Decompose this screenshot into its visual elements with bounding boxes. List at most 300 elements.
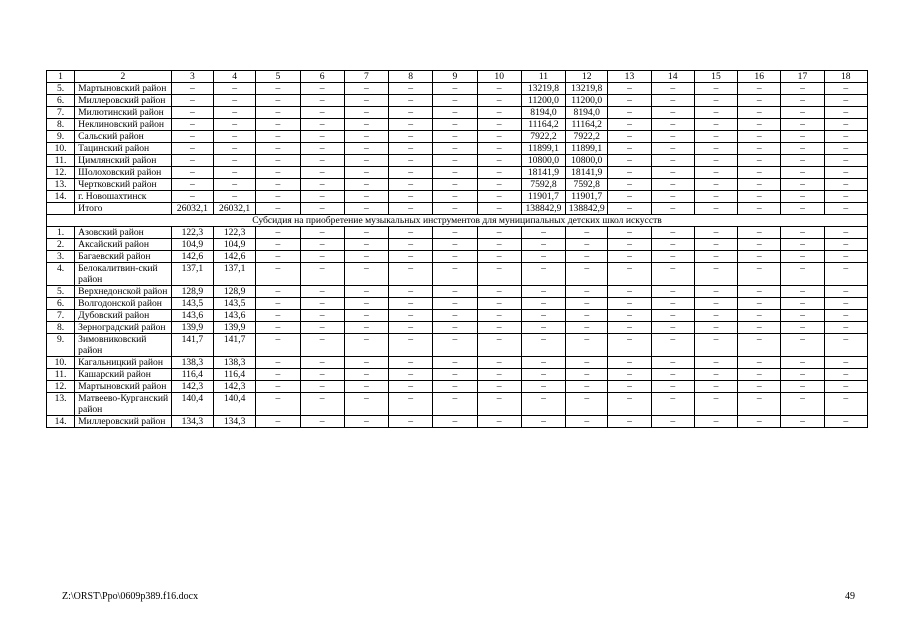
value-cell: – [738, 416, 781, 428]
value-cell: – [781, 191, 824, 203]
value-cell: 141,7 [171, 334, 213, 357]
value-cell: – [738, 393, 781, 416]
value-cell: 11200,0 [566, 95, 608, 107]
value-cell: – [389, 369, 433, 381]
value-cell: – [521, 381, 565, 393]
value-cell: – [738, 155, 781, 167]
value-cell: – [256, 381, 300, 393]
value-cell: – [781, 83, 824, 95]
value-cell: – [608, 357, 651, 369]
value-cell: – [694, 416, 737, 428]
row-number-cell: 9. [47, 131, 75, 143]
value-cell: – [433, 167, 477, 179]
value-cell: 138,3 [213, 357, 255, 369]
value-cell: – [824, 416, 867, 428]
value-cell: – [477, 393, 521, 416]
row-number-cell: 7. [47, 310, 75, 322]
value-cell: – [781, 369, 824, 381]
value-cell: – [608, 251, 651, 263]
value-cell: – [300, 239, 344, 251]
value-cell: – [213, 143, 255, 155]
value-cell: – [651, 227, 694, 239]
row-number-cell: 8. [47, 322, 75, 334]
column-number-header: 12 [566, 71, 608, 83]
row-number-cell [47, 203, 75, 215]
value-cell: – [389, 167, 433, 179]
value-cell: – [300, 381, 344, 393]
value-cell: – [824, 369, 867, 381]
value-cell: 142,3 [171, 381, 213, 393]
value-cell: – [608, 131, 651, 143]
value-cell: – [477, 334, 521, 357]
value-cell: – [256, 227, 300, 239]
column-number-header: 10 [477, 71, 521, 83]
value-cell: – [608, 179, 651, 191]
value-cell: – [433, 203, 477, 215]
table-row [47, 298, 868, 310]
value-cell: – [824, 167, 867, 179]
value-cell: – [694, 310, 737, 322]
value-cell: – [824, 107, 867, 119]
value-cell: – [256, 167, 300, 179]
value-cell: – [566, 263, 608, 286]
value-cell: – [171, 167, 213, 179]
value-cell: – [694, 155, 737, 167]
value-cell: – [521, 227, 565, 239]
value-cell: – [608, 203, 651, 215]
value-cell: – [344, 251, 388, 263]
value-cell: – [738, 334, 781, 357]
value-cell: – [300, 131, 344, 143]
value-cell: – [433, 83, 477, 95]
value-cell: – [781, 227, 824, 239]
page-number: 49 [845, 591, 855, 602]
section-title: Субсидия на приобретение музыкальных инструментов для муниципальных детских школ искусств [47, 215, 868, 227]
value-cell: – [300, 203, 344, 215]
value-cell: – [344, 131, 388, 143]
value-cell: – [344, 83, 388, 95]
value-cell: – [477, 83, 521, 95]
value-cell: – [433, 95, 477, 107]
value-cell: 8194,0 [566, 107, 608, 119]
value-cell: – [433, 369, 477, 381]
value-cell: – [213, 83, 255, 95]
value-cell: 139,9 [213, 322, 255, 334]
value-cell: – [521, 286, 565, 298]
value-cell: – [651, 119, 694, 131]
value-cell: – [566, 239, 608, 251]
value-cell: – [389, 334, 433, 357]
value-cell: – [344, 310, 388, 322]
value-cell: – [824, 322, 867, 334]
value-cell: – [608, 143, 651, 155]
value-cell: – [171, 143, 213, 155]
value-cell: – [344, 179, 388, 191]
value-cell: – [651, 83, 694, 95]
district-name-cell: Миллеровский район [75, 416, 172, 428]
value-cell: – [608, 83, 651, 95]
value-cell: – [738, 83, 781, 95]
value-cell: – [256, 95, 300, 107]
row-number-cell: 9. [47, 334, 75, 357]
value-cell: – [608, 310, 651, 322]
district-name-cell: Верхнедонской район [75, 286, 172, 298]
district-name-cell: Кагальницкий район [75, 357, 172, 369]
value-cell: – [171, 131, 213, 143]
value-cell: – [433, 131, 477, 143]
row-number-cell: 14. [47, 191, 75, 203]
table-row [47, 95, 868, 107]
value-cell: – [213, 191, 255, 203]
value-cell: – [738, 167, 781, 179]
value-cell: 140,4 [171, 393, 213, 416]
value-cell: – [389, 286, 433, 298]
table-row [47, 107, 868, 119]
row-number-cell: 10. [47, 143, 75, 155]
value-cell: – [608, 167, 651, 179]
value-cell: – [566, 381, 608, 393]
value-cell: – [738, 357, 781, 369]
section-title-row [47, 215, 868, 227]
value-cell: 18141,9 [521, 167, 565, 179]
value-cell: – [738, 322, 781, 334]
district-name-cell: Мартыновский район [75, 381, 172, 393]
row-number-cell: 12. [47, 167, 75, 179]
value-cell: – [608, 322, 651, 334]
table-row [47, 191, 868, 203]
value-cell: – [344, 155, 388, 167]
value-cell: – [477, 263, 521, 286]
value-cell: 18141,9 [566, 167, 608, 179]
value-cell: – [694, 298, 737, 310]
value-cell: – [300, 369, 344, 381]
district-name-cell: Чертковский район [75, 179, 172, 191]
value-cell: – [256, 334, 300, 357]
value-cell: – [824, 381, 867, 393]
table-row [47, 334, 868, 357]
value-cell: – [566, 286, 608, 298]
value-cell: – [171, 83, 213, 95]
value-cell: – [608, 393, 651, 416]
value-cell: – [477, 107, 521, 119]
data-table [46, 70, 868, 428]
value-cell: – [824, 155, 867, 167]
value-cell: – [300, 191, 344, 203]
value-cell: – [694, 167, 737, 179]
value-cell: – [171, 95, 213, 107]
value-cell: 7922,2 [521, 131, 565, 143]
district-name-cell: Кашарский район [75, 369, 172, 381]
value-cell: – [171, 119, 213, 131]
value-cell: – [171, 155, 213, 167]
value-cell: – [389, 227, 433, 239]
value-cell: – [300, 143, 344, 155]
value-cell: – [477, 155, 521, 167]
value-cell: 26032,1 [213, 203, 255, 215]
value-cell: – [213, 107, 255, 119]
value-cell: – [694, 227, 737, 239]
value-cell: – [694, 131, 737, 143]
value-cell: – [651, 393, 694, 416]
value-cell: – [824, 131, 867, 143]
value-cell: – [694, 119, 737, 131]
value-cell: – [566, 251, 608, 263]
value-cell: – [477, 131, 521, 143]
value-cell: – [651, 322, 694, 334]
value-cell: – [300, 95, 344, 107]
value-cell: – [389, 263, 433, 286]
value-cell: – [433, 155, 477, 167]
column-number-header: 18 [824, 71, 867, 83]
table-row [47, 203, 868, 215]
value-cell: – [300, 334, 344, 357]
column-number-header: 14 [651, 71, 694, 83]
value-cell: – [781, 251, 824, 263]
table-row [47, 310, 868, 322]
value-cell: – [256, 298, 300, 310]
value-cell: – [213, 155, 255, 167]
value-cell: – [694, 83, 737, 95]
district-name-cell: Цимлянский район [75, 155, 172, 167]
value-cell: – [256, 263, 300, 286]
district-name-cell: Шолоховский район [75, 167, 172, 179]
value-cell: – [433, 143, 477, 155]
value-cell: – [213, 95, 255, 107]
table-row [47, 369, 868, 381]
value-cell: – [521, 334, 565, 357]
value-cell: – [651, 95, 694, 107]
value-cell: – [651, 239, 694, 251]
value-cell: – [433, 263, 477, 286]
value-cell: – [171, 191, 213, 203]
value-cell: 116,4 [213, 369, 255, 381]
row-number-cell: 11. [47, 155, 75, 167]
value-cell: – [300, 251, 344, 263]
value-cell: – [213, 179, 255, 191]
value-cell: 142,6 [213, 251, 255, 263]
value-cell: 26032,1 [171, 203, 213, 215]
value-cell: – [256, 155, 300, 167]
district-name-cell: Багаевский район [75, 251, 172, 263]
value-cell: – [213, 119, 255, 131]
value-cell: – [824, 251, 867, 263]
value-cell: – [389, 298, 433, 310]
value-cell: 7922,2 [566, 131, 608, 143]
value-cell: – [256, 251, 300, 263]
row-number-cell: 2. [47, 239, 75, 251]
value-cell: – [344, 167, 388, 179]
value-cell: 11200,0 [521, 95, 565, 107]
value-cell: 11164,2 [521, 119, 565, 131]
value-cell: – [256, 191, 300, 203]
value-cell: – [344, 381, 388, 393]
value-cell: – [521, 322, 565, 334]
value-cell: – [433, 357, 477, 369]
value-cell: 10800,0 [566, 155, 608, 167]
value-cell: – [171, 107, 213, 119]
value-cell: – [781, 357, 824, 369]
value-cell: – [433, 227, 477, 239]
column-number-header: 8 [389, 71, 433, 83]
district-name-cell: Волгодонской район [75, 298, 172, 310]
value-cell: – [256, 107, 300, 119]
value-cell: – [213, 131, 255, 143]
district-name-cell: Белокалитвин-ский район [75, 263, 172, 286]
value-cell: – [256, 310, 300, 322]
value-cell: – [651, 131, 694, 143]
value-cell: – [781, 179, 824, 191]
value-cell: – [651, 310, 694, 322]
value-cell: – [738, 203, 781, 215]
footer-file-path: Z:\ORST\Ppo\0609p389.f16.docx [62, 591, 199, 602]
district-name-cell: Миллеровский район [75, 95, 172, 107]
district-name-cell: Неклиновский район [75, 119, 172, 131]
value-cell: – [824, 239, 867, 251]
value-cell: – [781, 143, 824, 155]
value-cell: 143,6 [213, 310, 255, 322]
value-cell: 13219,8 [566, 83, 608, 95]
value-cell: – [738, 143, 781, 155]
value-cell: – [694, 286, 737, 298]
table-row [47, 416, 868, 428]
value-cell: – [566, 298, 608, 310]
value-cell: – [433, 286, 477, 298]
value-cell: – [824, 298, 867, 310]
value-cell: – [477, 143, 521, 155]
value-cell: – [433, 119, 477, 131]
value-cell: – [344, 191, 388, 203]
row-number-cell: 7. [47, 107, 75, 119]
value-cell: – [300, 179, 344, 191]
value-cell: – [694, 322, 737, 334]
value-cell: – [651, 357, 694, 369]
value-cell: – [256, 416, 300, 428]
value-cell: 11164,2 [566, 119, 608, 131]
value-cell: – [300, 155, 344, 167]
value-cell: – [824, 334, 867, 357]
value-cell: 10800,0 [521, 155, 565, 167]
value-cell: – [389, 143, 433, 155]
value-cell: – [300, 263, 344, 286]
value-cell: – [824, 263, 867, 286]
value-cell: – [651, 381, 694, 393]
value-cell: – [300, 167, 344, 179]
value-cell: – [300, 322, 344, 334]
value-cell: – [521, 357, 565, 369]
value-cell: – [344, 393, 388, 416]
value-cell: – [824, 143, 867, 155]
value-cell: – [300, 119, 344, 131]
table-row [47, 381, 868, 393]
column-number-header: 1 [47, 71, 75, 83]
value-cell: – [824, 83, 867, 95]
value-cell: – [824, 95, 867, 107]
table-row [47, 167, 868, 179]
value-cell: – [651, 107, 694, 119]
value-cell: – [694, 143, 737, 155]
value-cell: 143,5 [171, 298, 213, 310]
value-cell: – [566, 393, 608, 416]
value-cell: 142,6 [171, 251, 213, 263]
value-cell: – [781, 131, 824, 143]
value-cell: 142,3 [213, 381, 255, 393]
value-cell: – [781, 95, 824, 107]
value-cell: – [521, 393, 565, 416]
value-cell: – [781, 381, 824, 393]
table-row [47, 239, 868, 251]
value-cell: – [256, 203, 300, 215]
value-cell: – [694, 203, 737, 215]
value-cell: – [651, 251, 694, 263]
value-cell: – [300, 227, 344, 239]
table-row [47, 393, 868, 416]
value-cell: – [344, 369, 388, 381]
district-name-cell: Итого [75, 203, 172, 215]
value-cell: – [608, 155, 651, 167]
value-cell: 104,9 [171, 239, 213, 251]
value-cell: – [477, 416, 521, 428]
value-cell: – [781, 203, 824, 215]
value-cell: 138842,9 [521, 203, 565, 215]
value-cell: – [608, 191, 651, 203]
value-cell: – [694, 263, 737, 286]
row-number-cell: 13. [47, 179, 75, 191]
value-cell: – [824, 191, 867, 203]
value-cell: – [477, 298, 521, 310]
district-name-cell: Мартыновский район [75, 83, 172, 95]
value-cell: – [521, 239, 565, 251]
value-cell: – [781, 416, 824, 428]
row-number-cell: 14. [47, 416, 75, 428]
value-cell: 11899,1 [566, 143, 608, 155]
value-cell: 141,7 [213, 334, 255, 357]
value-cell: – [300, 310, 344, 322]
column-number-header: 5 [256, 71, 300, 83]
value-cell: – [651, 416, 694, 428]
value-cell: – [256, 179, 300, 191]
value-cell: – [738, 310, 781, 322]
value-cell: – [651, 191, 694, 203]
value-cell: 134,3 [171, 416, 213, 428]
value-cell: 143,6 [171, 310, 213, 322]
row-number-cell: 3. [47, 251, 75, 263]
value-cell: – [608, 416, 651, 428]
value-cell: – [433, 416, 477, 428]
value-cell: – [651, 263, 694, 286]
value-cell: – [389, 155, 433, 167]
value-cell: – [389, 357, 433, 369]
value-cell: – [389, 239, 433, 251]
value-cell: – [824, 357, 867, 369]
row-number-cell: 6. [47, 298, 75, 310]
value-cell: 138,3 [171, 357, 213, 369]
value-cell: – [521, 310, 565, 322]
value-cell: 11901,7 [521, 191, 565, 203]
row-number-cell: 5. [47, 83, 75, 95]
value-cell: – [389, 131, 433, 143]
value-cell: – [300, 286, 344, 298]
value-cell: – [824, 119, 867, 131]
value-cell: – [433, 310, 477, 322]
value-cell: – [738, 381, 781, 393]
row-number-cell: 5. [47, 286, 75, 298]
value-cell: – [738, 107, 781, 119]
value-cell: – [389, 83, 433, 95]
value-cell: – [477, 95, 521, 107]
value-cell: – [433, 107, 477, 119]
value-cell: – [300, 416, 344, 428]
value-cell: – [781, 155, 824, 167]
